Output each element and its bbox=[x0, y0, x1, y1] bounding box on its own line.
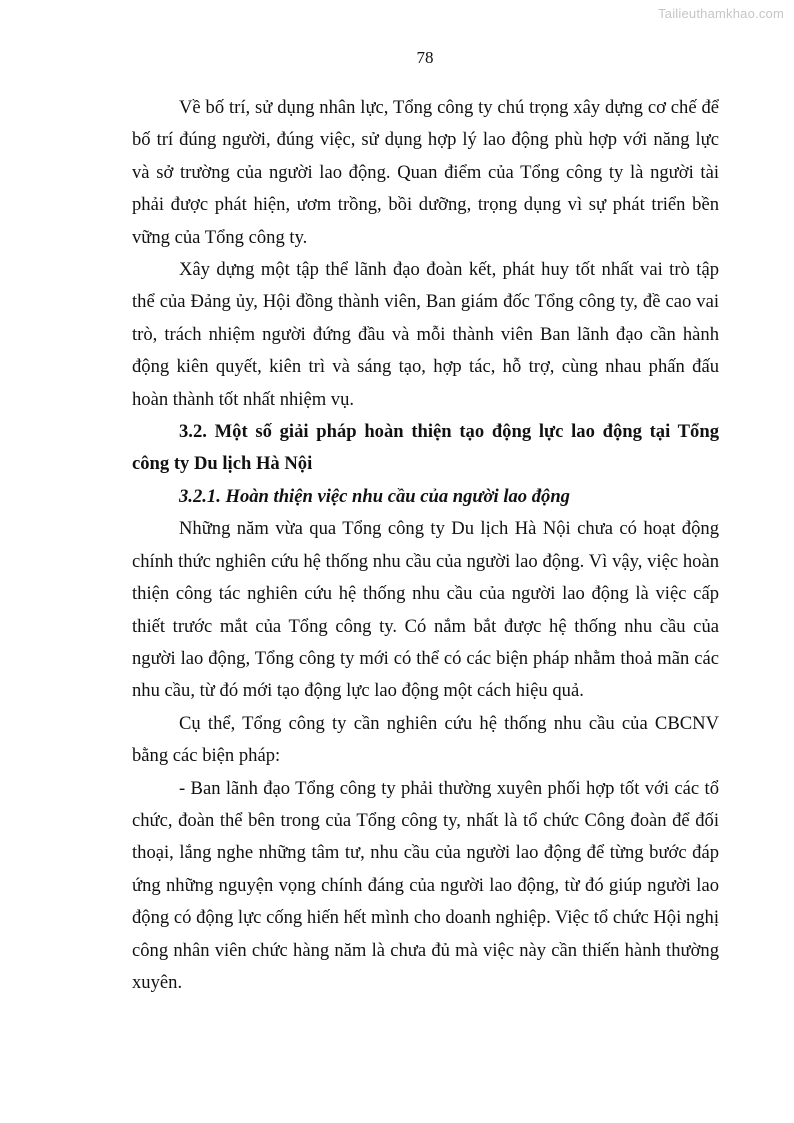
paragraph: Cụ thể, Tổng công ty cần nghiên cứu hệ thống nhu cầu của CBCNV bằng các biện pháp: bbox=[132, 712, 719, 767]
paragraph: Những năm vừa qua Tổng công ty Du lịch Hà Nội chưa có hoạt động chính thức nghiên cứu hệ thống nhu cầu của người lao động. Vì vậy, việc hoàn thiện công tác nghiên cứu hệ thống nhu cầu của người lao động là việc cấp thiết trước mắt của Tổng công ty. Có nắm bắt được hệ thống nhu cầu của người lao động, Tổng công ty mới có thể có các biện pháp nhằm thoả mãn các nhu cầu, từ đó mới tạo động lực lao động một cách hiệu quả. bbox=[132, 518, 719, 702]
section-heading: 3.2. Một số giải pháp hoàn thiện tạo động lực lao động tại Tổng công ty Du lịch Hà Nội bbox=[132, 421, 719, 475]
paragraph: Về bố trí, sử dụng nhân lực, Tổng công ty chú trọng xây dựng cơ chế để bố trí đúng người, đúng việc, sử dụng hợp lý lao động phù hợp với năng lực và sở trường của người lao động. Quan điểm của Tổng công ty là người tài phải được phát hiện, ươm trồng, bồi dưỡng, trọng dụng vì sự phát triển bền vững của Tổng công ty. bbox=[132, 97, 719, 248]
subsection-heading: 3.2.1. Hoàn thiện việc nhu cầu của người lao động bbox=[179, 485, 570, 507]
page-number: 78 bbox=[416, 48, 434, 67]
paragraph: - Ban lãnh đạo Tổng công ty phải thường xuyên phối hợp tốt với các tổ chức, đoàn thể bên trong của Tổng công ty, nhất là tổ chức Công đoàn để đối thoại, lắng nghe những tâm tư, nhu cầu của người lao động để từng bước đáp ứng những nguyện vọng chính đáng của người lao động, từ đó giúp người lao động có động lực cống hiến hết mình cho doanh nghiệp. Việc tổ chức Hội nghị công nhân viên chức hàng năm là chưa đủ mà việc này cần thiến hành thường xuyên. bbox=[132, 777, 719, 993]
watermark: Tailieuthamkhao.com bbox=[658, 6, 784, 21]
paragraph: Xây dựng một tập thể lãnh đạo đoàn kết, phát huy tốt nhất vai trò tập thể của Đảng ủy, Hội đồng thành viên, Ban giám đốc Tổng công ty, đề cao vai trò, trách nhiệm người đứng đầu và mỗi thành viên Ban lãnh đạo cần hành động kiên quyết, kiên trì và sáng tạo, hợp tác, hỗ trợ, cùng nhau phấn đấu hoàn thành tốt nhất nhiệm vụ. bbox=[132, 259, 719, 410]
document-body bbox=[132, 92, 719, 999]
